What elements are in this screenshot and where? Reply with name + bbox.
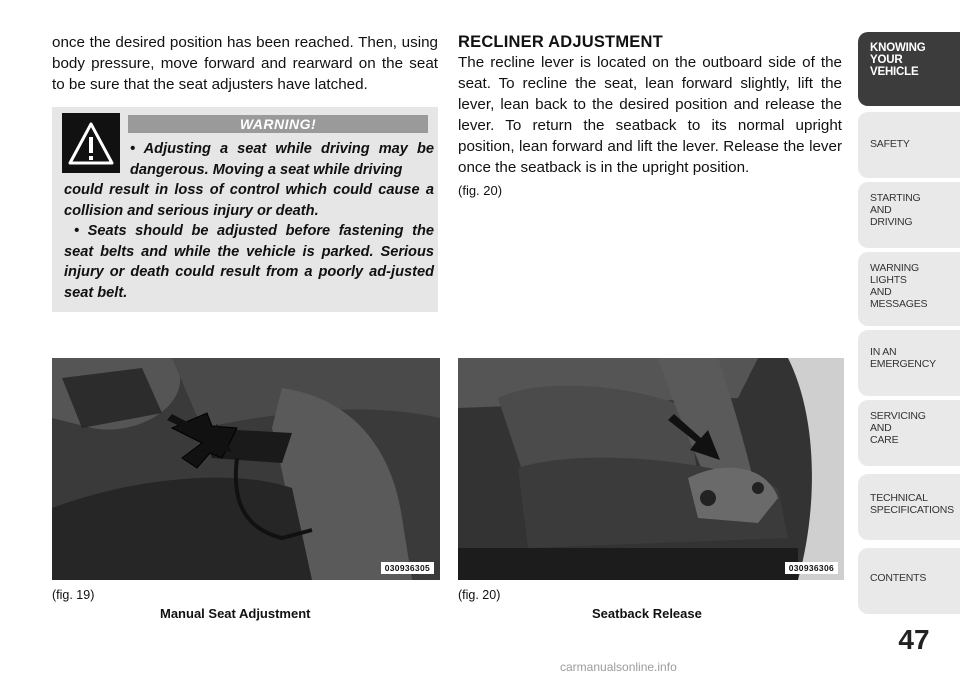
warning-text <box>64 139 434 303</box>
intro-paragraph: once the desired position has been reached. Then, using body pressure, move forward and rearward on the seat to be sure that the seat adjusters have latched. <box>52 34 438 93</box>
warning-title: WARNING! <box>128 115 428 133</box>
recliner-fig-ref: (fig. 20) <box>458 183 503 198</box>
warning-bullet-1a: • Adjusting a seat while driving may be dangerous. Moving a seat while driving <box>130 141 434 178</box>
warning-bullet-1b: could result in loss of control which could cause a collision and serious injury or death. <box>64 182 434 219</box>
tab-knowing-your-vehicle[interactable]: KNOWING YOUR VEHICLE <box>858 32 960 106</box>
seatback-release-photo <box>458 358 844 580</box>
tab-in-an-emergency[interactable]: IN AN EMERGENCY <box>858 330 960 396</box>
tab-technical-specifications[interactable]: TECHNICAL SPECIFICATIONS <box>858 474 960 540</box>
figure-19-label: (fig. 19) <box>52 588 95 602</box>
manual-seat-photo <box>52 358 440 580</box>
recliner-heading: RECLINER ADJUSTMENT <box>458 33 663 51</box>
tab-safety[interactable]: SAFETY <box>858 112 960 178</box>
recliner-section <box>458 32 842 201</box>
watermark: carmanualsonline.info <box>560 660 677 674</box>
figure-19-photo <box>52 358 440 580</box>
warning-bullet-2: • Seats should be adjusted before fastening the seat belts and while the vehicle is parked. Serious injury or death could result from a poorly ad-justed seat belt. <box>64 223 434 301</box>
tab-servicing-and-care[interactable]: SERVICING AND CARE <box>858 400 960 466</box>
page-number: 47 <box>898 624 930 655</box>
tab-starting-and-driving[interactable]: STARTING AND DRIVING <box>858 182 960 248</box>
tab-warning-lights[interactable]: WARNING LIGHTS AND MESSAGES <box>858 252 960 326</box>
figure-20-caption: Seatback Release <box>592 606 702 621</box>
figure-20-label: (fig. 20) <box>458 588 501 602</box>
warning-box <box>52 107 438 312</box>
figure-20-photo <box>458 358 844 580</box>
figure-19-caption: Manual Seat Adjustment <box>160 606 311 621</box>
recliner-body: The recline lever is located on the outboard side of the seat. To recline the seat, lean forward slightly, lift the lever, lean back to the desired position and release the lever. To return the seatback to its normal upright position, lean forward and lift the lever. Release the lever once the seatback is in the upright position. <box>458 54 842 176</box>
tab-contents[interactable]: CONTENTS <box>858 548 960 614</box>
figure-19-code: 030936305 <box>381 562 434 574</box>
figure-20-code: 030936306 <box>785 562 838 574</box>
